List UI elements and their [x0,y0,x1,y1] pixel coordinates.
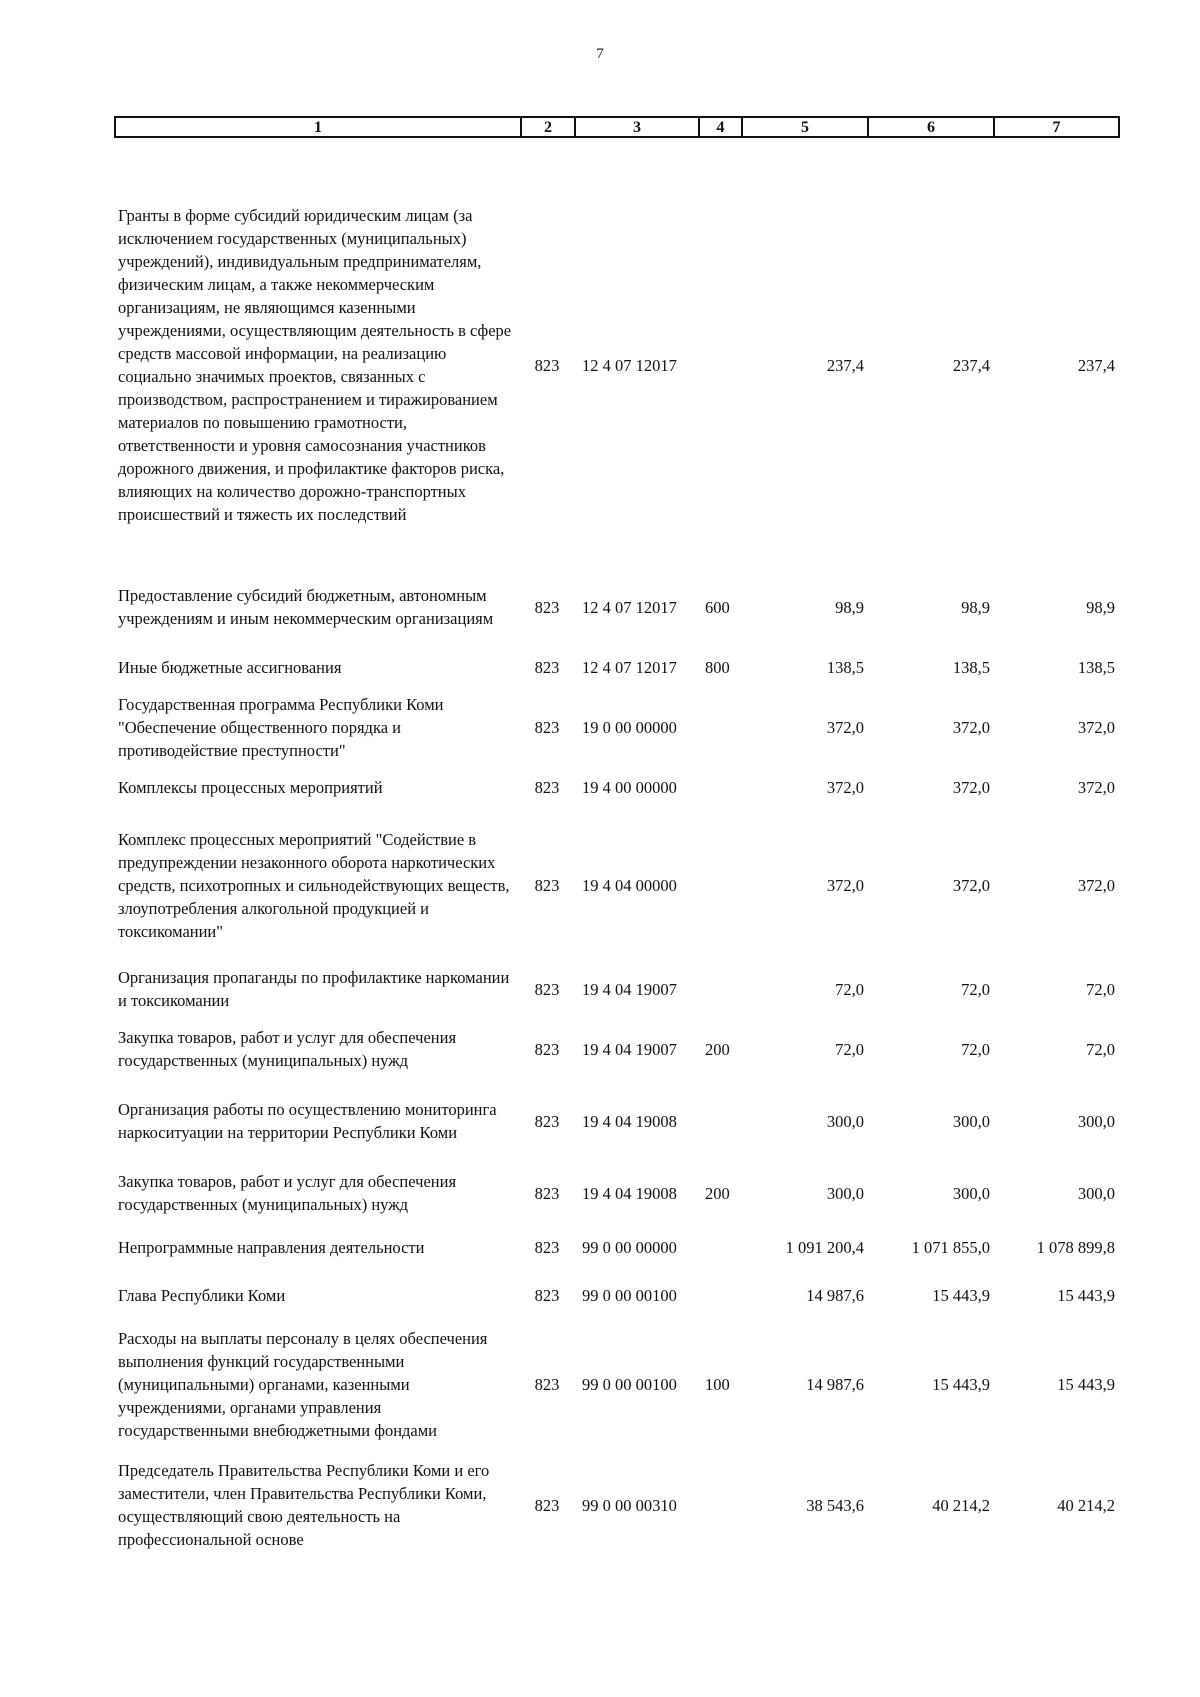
amount-col-5: 372,0 [826,717,864,737]
expense-type-code [698,159,741,571]
amount-col-6: 372,0 [952,717,990,737]
amount-col-7: 98,9 [1086,597,1115,617]
chapter-code: 823 [534,1183,560,1203]
header-col-7: 7 [994,117,1119,137]
header-col-1: 1 [115,117,521,137]
target-article-code: 12 4 07 12017 [582,355,677,375]
chapter-code: 823 [534,777,560,797]
row-name: Непрограммные направления деятельности [118,1237,425,1257]
target-article-code: 99 0 00 00310 [582,1495,677,1515]
amount-col-6: 72,0 [961,1039,990,1059]
header-col-2: 2 [521,117,575,137]
target-article-code: 99 0 00 00100 [582,1374,677,1394]
header-row [115,117,1119,137]
amount-col-6: 372,0 [952,777,990,797]
target-article-code: 19 4 04 00000 [582,875,677,895]
chapter-code: 823 [534,1285,560,1305]
amount-col-5: 38 543,6 [806,1495,864,1515]
expense-type-code [698,1079,741,1163]
row-name: Глава Республики Коми [118,1285,286,1305]
row-name: Председатель Правительства Республики Коми и его заместители, член Правительства Республики Коми, осуществляющий свою деятельность на профессиональной основе [118,1461,490,1549]
amount-col-5: 14 987,6 [806,1285,864,1305]
expense-type-code [698,691,741,763]
chapter-code: 823 [534,1237,560,1257]
amount-col-6: 15 443,9 [932,1285,990,1305]
amount-col-5: 72,0 [835,1039,864,1059]
table-row [114,691,1118,763]
amount-col-6: 40 214,2 [932,1495,990,1515]
target-article-code: 12 4 07 12017 [582,597,677,617]
header-col-5: 5 [742,117,868,137]
target-article-code: 99 0 00 00100 [582,1285,677,1305]
amount-col-7: 237,4 [1077,355,1115,375]
row-name: Организация работы по осуществлению мониторинга наркоситуации на территории Республики Коми [118,1100,497,1142]
amount-col-5: 300,0 [826,1183,864,1203]
amount-col-6: 1 071 855,0 [911,1237,990,1257]
amount-col-6: 300,0 [952,1183,990,1203]
target-article-code: 19 4 04 19007 [582,1039,677,1059]
chapter-code: 823 [534,1111,560,1131]
amount-col-5: 98,9 [835,597,864,617]
expense-type-code [698,1449,741,1561]
amount-col-7: 300,0 [1077,1183,1115,1203]
amount-col-6: 138,5 [952,657,990,677]
amount-col-7: 72,0 [1086,979,1115,999]
table-row [114,1319,1118,1449]
expense-type-code [698,763,741,811]
expense-type-code: 600 [705,597,730,617]
table-row [114,1271,1118,1319]
amount-col-5: 300,0 [826,1111,864,1131]
chapter-code: 823 [534,875,560,895]
amount-col-7: 138,5 [1077,657,1115,677]
chapter-code: 823 [534,979,560,999]
expense-type-code: 200 [705,1183,730,1203]
chapter-code: 823 [534,355,560,375]
amount-col-6: 237,4 [952,355,990,375]
amount-col-7: 300,0 [1077,1111,1115,1131]
amount-col-7: 372,0 [1077,777,1115,797]
amount-col-5: 372,0 [826,875,864,895]
chapter-code: 823 [534,1495,560,1515]
row-name: Государственная программа Республики Коми "Обеспечение общественного порядка и противодействие преступности" [118,694,444,760]
column-number-header [114,116,1120,138]
chapter-code: 823 [534,657,560,677]
table-row [114,643,1118,691]
expense-type-code [698,811,741,959]
amount-col-7: 1 078 899,8 [1036,1237,1115,1257]
row-name: Комплекс процессных мероприятий "Содействие в предупреждении незаконного оборота наркотических средств, психотропных и сильнодействующих веществ, злоупотребления алкогольной продукцией и токсикомании" [118,829,510,941]
amount-col-5: 237,4 [826,355,864,375]
row-name: Иные бюджетные ассигнования [118,657,342,677]
amount-col-7: 72,0 [1086,1039,1115,1059]
amount-col-7: 372,0 [1077,717,1115,737]
row-name: Закупка товаров, работ и услуг для обеспечения государственных (муниципальных) нужд [118,1028,457,1070]
amount-col-6: 300,0 [952,1111,990,1131]
expense-type-code [698,1223,741,1271]
table-row [114,571,1118,643]
header-col-6: 6 [868,117,994,137]
row-name: Комплексы процессных мероприятий [118,777,383,797]
amount-col-5: 1 091 200,4 [785,1237,864,1257]
target-article-code: 19 4 04 19008 [582,1111,677,1131]
chapter-code: 823 [534,1039,560,1059]
chapter-code: 823 [534,597,560,617]
chapter-code: 823 [534,1374,560,1394]
amount-col-7: 15 443,9 [1057,1285,1115,1305]
amount-col-7: 40 214,2 [1057,1495,1115,1515]
chapter-code: 823 [534,717,560,737]
expense-type-code [698,959,741,1019]
budget-table [114,159,1118,1561]
target-article-code: 12 4 07 12017 [582,657,677,677]
amount-col-6: 372,0 [952,875,990,895]
amount-col-6: 72,0 [961,979,990,999]
amount-col-5: 372,0 [826,777,864,797]
expense-type-code: 800 [705,657,730,677]
table-row [114,1223,1118,1271]
row-name: Закупка товаров, работ и услуг для обеспечения государственных (муниципальных) нужд [118,1172,457,1214]
table-row [114,1449,1118,1561]
target-article-code: 99 0 00 00000 [582,1237,677,1257]
expense-type-code [698,1271,741,1319]
target-article-code: 19 4 04 19008 [582,1183,677,1203]
row-name: Организация пропаганды по профилактике наркомании и токсикомании [118,968,510,1010]
expense-type-code: 100 [705,1374,730,1394]
expense-type-code: 200 [705,1039,730,1059]
amount-col-5: 14 987,6 [806,1374,864,1394]
amount-col-7: 372,0 [1077,875,1115,895]
target-article-code: 19 4 04 19007 [582,979,677,999]
amount-col-5: 72,0 [835,979,864,999]
target-article-code: 19 4 00 00000 [582,777,677,797]
row-name: Расходы на выплаты персоналу в целях обеспечения выполнения функций государственными (муниципальными) органами, казенными учреждениями, органами управления государственными внебюджетными фондами [118,1328,488,1440]
table-row [114,811,1118,959]
table-row [114,1019,1118,1079]
page-number: 7 [596,46,604,62]
table-row [114,959,1118,1019]
row-name: Предоставление субсидий бюджетным, автономным учреждениям и иным некоммерческим организациям [118,586,494,628]
table-row [114,159,1118,571]
amount-col-5: 138,5 [826,657,864,677]
amount-col-6: 15 443,9 [932,1374,990,1394]
target-article-code: 19 0 00 00000 [582,717,677,737]
table-row [114,1079,1118,1163]
amount-col-7: 15 443,9 [1057,1374,1115,1394]
header-col-4: 4 [699,117,742,137]
row-name: Гранты в форме субсидий юридическим лицам (за исключением государственных (муниципальных) учреждений), индивидуальным предпринимателям, физическим лицам, а также некоммерческим организациям, не являющимся казенными учреждениями, осуществляющим деятельность в сфере средств массовой информации, на реализацию социально значимых проектов, связанных с производством, распространением и тиражированием материалов по повышению грамотности, ответственности и уровня самосознания участников дорожного движения, и профилактике факторов риска, влияющих на количество дорожно-транспортных происшествий и тяжесть их последствий [118,206,512,524]
header-col-3: 3 [575,117,699,137]
table-row [114,763,1118,811]
table-row [114,1163,1118,1223]
amount-col-6: 98,9 [961,597,990,617]
